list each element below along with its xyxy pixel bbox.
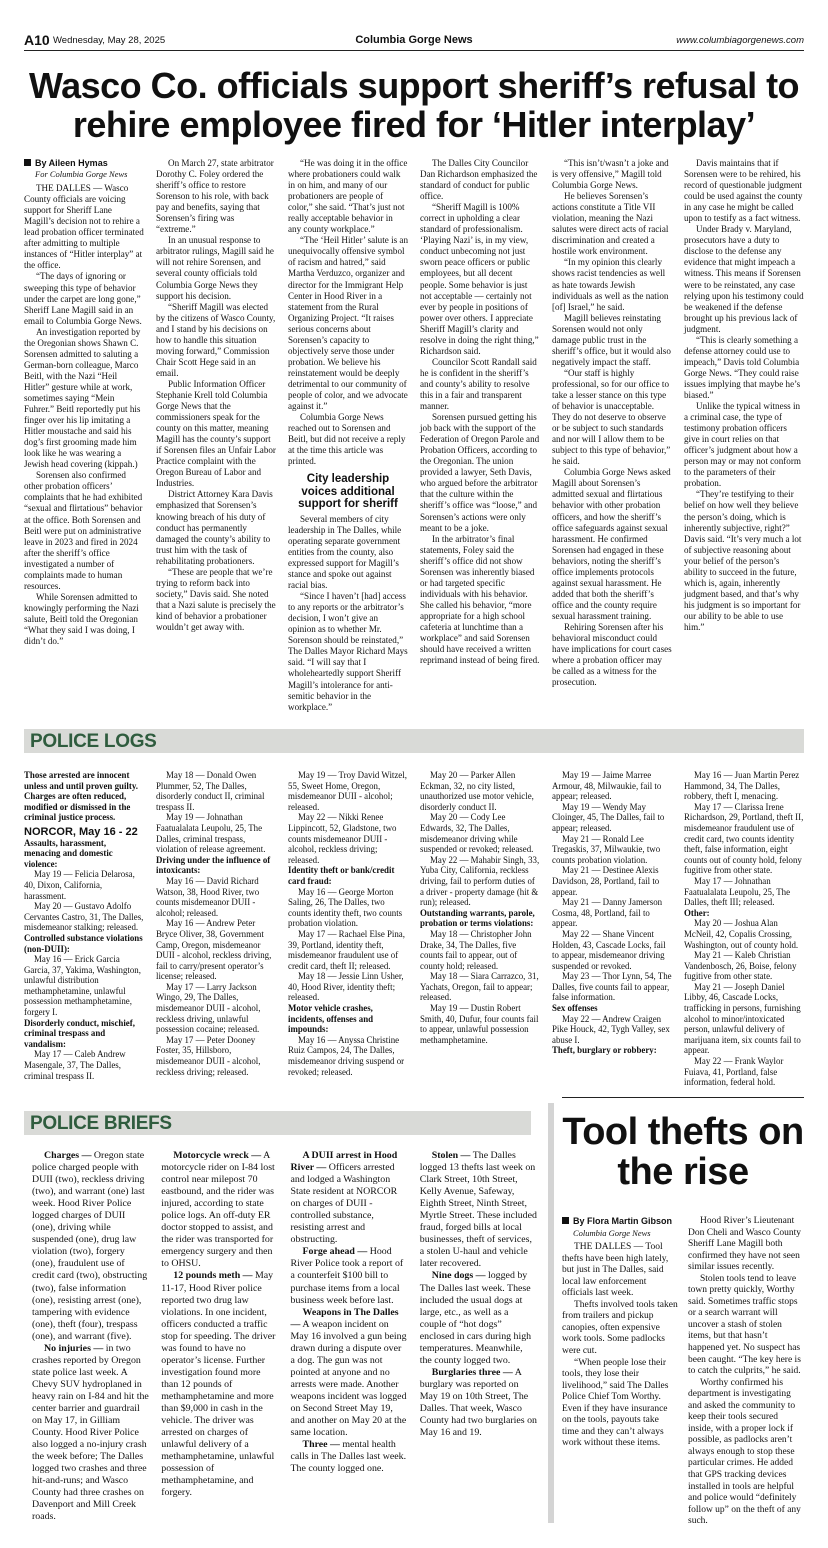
log-entry: May 17 — Rachael Else Pina, 39, Portland, identity theft, misdemeanor fraudulent use of credit card, theft II; released. xyxy=(288,928,405,971)
article-paragraph: “Since I haven’t [had] access to any reports or the arbitrator’s decision, I won’t give an opinion as to whether Mr. Sorenson should be reinstated,” The Dalles Mayor Richard Mays said. “I will say that I wholeheartedly support Sheriff Magill’s intolerance for anti-semitic behavior in the workplace.” xyxy=(288,591,408,712)
section-divider xyxy=(548,1103,554,1523)
article-paragraph: District Attorney Kara Davis emphasized that Sorensen’s knowing breach of his duty of conduct has permanently damaged the county’s ability to trust him with the task of rehabilitating probationers. xyxy=(156,489,273,566)
article-column-2 xyxy=(156,158,276,713)
article-paragraph: “The ‘Heil Hitler’ salute is an unequivocally offensive symbol of racism and hatred,” said Martha Verduzco, organizer and director for the Immigrant Help Center in Hood River in a statement from the Rural Organizing Project. “It raises serious concerns about Sorensen’s capacity to objectively serve those under probation. We believe his reinstatement would be deeply detrimental to our community of people of color, and we advocate against it.” xyxy=(288,235,408,412)
brief-text: A weapon incident on May 16 involved a gun being drawn during a dispute over a dog. The gun was not pointed at anyone and no arrests were made. Another weapons incident was logged on Second Street May 19, and another on May 20 at the same location. xyxy=(290,1318,407,1439)
logs-heading: Outstanding warrants, parole, probation or terms violations: xyxy=(420,907,535,929)
header-rule xyxy=(24,50,804,51)
log-entry: May 21 — Destinee Alexis Davidson, 28, Portland, fail to appear. xyxy=(552,865,660,897)
article-paragraph: “These are people that we’re trying to reform back into society,” Davis said. She noted that a Nazi salute is precisely the kind of behavior a probationer wouldn’t get away with. xyxy=(156,566,276,632)
logs-heading: Assaults, harassment, menacing and domestic violence: xyxy=(24,837,113,869)
brief-text: logged by The Dalles last week. These included the usual dogs at large, etc., as well as a couple of “hot dogs” enclosed in cars during high temperatures. Meanwhile, the county logged two. xyxy=(419,1270,532,1366)
article-paragraph: “The days of ignoring or sweeping this type of behavior under the carpet are long gone,” Sheriff Lane Magill said in an email to Columbia Gorge News. xyxy=(24,271,142,326)
article-column-3 xyxy=(288,158,408,713)
article-column-4 xyxy=(420,158,540,713)
brief-lead: Three — xyxy=(302,1439,340,1451)
logs-heading: Motor vehicle crashes, incidents, offenses and impounds: xyxy=(288,1003,374,1035)
article-paragraph: Several members of city leadership in The Dalles, while operating separate government entities from the county, also expressed support for Magill’s stance and spoke out against racial bias. xyxy=(288,513,402,591)
article-paragraph: Davis maintains that if Sorensen were to be rehired, his record of questionable judgment could be used against the county in any case he might be called upon to testify as a fact witness. xyxy=(684,158,803,224)
brief-text: Hood River Police took a report of a counterfeit $100 bill to purchase items from a local business week before last. xyxy=(290,1246,404,1306)
brief-text: Oregon state police charged people with DUII (two), reckless driving (two), and warrant (one) last week. Hood River Police logged charges of DUII (one), driving while suspended (one), drug law violation (two), forgery (one), fraudulent use of credit card (two), obstructing (two), false information (one), resisting arrest (one), tampering with evidence (one), theft (four), trespass (one), and warrant (five). xyxy=(32,1150,148,1342)
article-paragraph: While Sorensen admitted to knowingly performing the Nazi salute, Beitl told the Oregonian “What they said I was doing, I didn’t do.” xyxy=(24,591,139,647)
brief-lead: Motorcycle wreck — xyxy=(173,1150,262,1161)
log-entry: May 16 — Anyssa Christine Ruiz Campos, 24, The Dalles, misdemeanor driving suspend or revoked; released. xyxy=(288,1034,405,1077)
logs-column-6 xyxy=(684,770,804,1090)
article-paragraph: “Sheriff Magill is 100% correct in upholding a clear standard of professionalism. ‘Playing Nazi’ is, in my view, conduct unbecoming not just sworn peace officers or public employees, but all decent people. Some behavior is just not acceptable — certainly not ever by people in positions of power over others. I appreciate Sheriff Magill’s clarity and resolve in doing the right thing,” Richardson said. xyxy=(420,202,539,356)
log-entry: May 16 — Juan Martin Perez Hammond, 34, The Dalles, robbery, theft I, menacing. xyxy=(684,770,800,802)
article-column-6 xyxy=(684,158,804,713)
log-entry: May 20 — Parker Allen Eckman, 32, no city listed, unauthorized use motor vehicle, disorderly conduct II. xyxy=(420,770,534,812)
logs-column-1 xyxy=(24,770,144,1090)
brief-text: A burglary was reported on May 19 on 10th Street, The Dalles. That week, Wasco County had two burglaries on May 16 and 19. xyxy=(419,1366,537,1439)
tool-thefts-paragraph: Worthy confirmed his department is investigating and asked the community to keep their tools secured inside, with a proper lock if possible, as padlocks aren’t always enough to stop these particular crimes. He added that GPS tracking devices installed in tools are helpful and police would “definitely follow up” on the theft of any such. xyxy=(688,1377,801,1527)
logs-heading: Identity theft or bank/credit card fraud: xyxy=(288,865,395,886)
brief-text: The Dalles logged 13 thefts last week on Clark Street, 10th Street, Kelly Avenue, Safeway, Eighth Street, Ninth Street, Myrtle Street. These included fraud, forged bills at local businesses, theft of services, a stolen U-haul and vehicle later recovered. xyxy=(419,1150,537,1270)
brief-lead: No injuries — xyxy=(44,1342,104,1354)
page-number: A10 xyxy=(24,32,50,48)
log-entry: May 21 — Ronald Lee Tregaskis, 37, Milwaukie, two counts probation violation. xyxy=(552,833,661,865)
logs-heading: Controlled substance violations (non-DUII): xyxy=(24,932,143,954)
tool-thefts-paragraph: Thefts involved tools taken from trailers and pickup canopies, often expensive work tools. Some padlocks were cut. xyxy=(562,1299,678,1357)
log-entry: May 18 — Donald Owen Plummer, 52, The Dalles, disorderly conduct II, criminal trespass II. xyxy=(156,770,265,812)
log-entry: May 18 — Jessie Linn Usher, 40, Hood River, identity theft; released. xyxy=(288,971,404,1003)
brief-lead: Burglaries three — xyxy=(431,1366,513,1378)
brief-lead: Nine dogs — xyxy=(431,1270,486,1282)
log-entry: May 17 — Clarissa Irene Richardson, 29, Portland, theft II, misdemeanor fraudulent use of credit card, two counts identity theft, false information, eight counts out of county hold, felony fugitive from other state. xyxy=(684,801,804,876)
tool-thefts-rule xyxy=(562,1097,804,1098)
article-paragraph: Sorensen also confirmed other probation officers’ complaints that he had exhibited “sexual and flirtatious” behavior at the office. Both Sorensen and Beitl were put on administrative leave in 2023 and fired in 2024 after the sheriff’s office investigated a number of complaints made to human resources. xyxy=(24,470,143,591)
log-entry: May 20 — Gustavo Adolfo Cervantes Castro, 31, The Dalles, misdemeanor stalking; released. xyxy=(24,901,144,933)
article-paragraph: Magill believes reinstating Sorensen would not only damage public trust in the sheriff’s office, but it would also negatively impact the staff. xyxy=(552,312,671,367)
tool-thefts-byline xyxy=(562,1216,678,1228)
log-entry: May 16 — David Richard Watson, 38, Hood River, two counts misdemeanor DUII - alcohol; released. xyxy=(156,875,260,918)
police-logs-banner xyxy=(24,729,804,753)
brief-lead: Stolen — xyxy=(431,1150,471,1161)
logs-heading: Other: xyxy=(684,907,710,918)
byline-organization: For Columbia Gorge News xyxy=(35,169,128,180)
article-paragraph: The Dalles City Councilor Dan Richardson emphasized the standard of conduct for public office. xyxy=(420,158,538,202)
police-briefs-body xyxy=(32,1150,537,1530)
brief-lead: Weapons in The Dalles — xyxy=(290,1306,399,1330)
log-entry: May 23 — Thor Lynn, 54, The Dalles, five counts fail to appear, false information. xyxy=(552,971,672,1003)
log-entry: May 19 — Johnathan Faatualalata Leupolu, 25, The Dalles, criminal trespass, violation of release agreement. xyxy=(156,812,266,855)
logs-column-2 xyxy=(156,770,276,1090)
log-entry: May 21 — Kaleb Christian Vandenbosch, 26, Boise, felony fugitive from other state. xyxy=(684,950,797,982)
article-paragraph: “In my opinion this clearly shows racist tendencies as well as hate towards Jewish individuals as well as the nation [of] Israel,” he said. xyxy=(552,257,669,312)
logs-disclaimer: Those arrested are innocent unless and until proven guilty. Charges are often reduced, modified or dismissed in the criminal justice process. xyxy=(24,770,139,823)
article-column-5 xyxy=(552,158,672,713)
byline-bullet-icon xyxy=(24,159,31,166)
article-paragraph: Under Brady v. Maryland, prosecutors have a duty to disclose to the defense any evidence that might impeach a witness. This means if Sorensen were to be reinstated, any case relying upon his testimony could be weakened if the defense brought up his previous lack of judgment. xyxy=(684,224,804,334)
article-paragraph: An investigation reported by the Oregonian shows Shawn C. Sorensen admitted to saluting a German-born colleague, Marco Beitl, with the Nazi “Heil Hitler” gesture while at work, sometimes saying “Mein Fuhrer.” Beitl reportedly put his finger over his lip imitating a Hitler moustache and said his dog’s first grooming made him look like he was wearing a Jewish head covering (kippah.) xyxy=(24,326,141,470)
article-paragraph: “This is clearly something a defense attorney could use to impeach,” Davis told Columbia Gorge News. “They could raise issues implying that maybe he’s biased.” xyxy=(684,334,801,400)
police-briefs-banner xyxy=(24,1111,531,1135)
article-paragraph: “Sheriff Magill was elected by the citizens of Wasco County, and I stand by his decisions on how to handle this situation moving forward,” Commission Chair Scott Hege said in an email. xyxy=(156,301,276,378)
briefs-column-4 xyxy=(420,1150,537,1530)
article-paragraph: “This isn’t/wasn’t a joke and is very offensive,” Magill told Columbia Gorge News. xyxy=(552,158,669,191)
logs-heading: Theft, burglary or robbery: xyxy=(552,1045,657,1056)
log-entry: May 18 — Christopher John Drake, 34, The Dalles, five counts fail to appear, out of county hold; released. xyxy=(420,928,532,971)
briefs-column-1 xyxy=(32,1150,149,1530)
logs-column-5 xyxy=(552,770,672,1090)
byline-author: By Aileen Hymas xyxy=(35,158,108,168)
log-entry: May 22 — Mahabir Singh, 33, Yuba City, California, reckless driving, fail to perform duties of a driver - property damage (hit & run); released. xyxy=(420,854,540,908)
log-entry: May 17 — Caleb Andrew Masengale, 37, The Dalles, criminal trespass II. xyxy=(24,1049,126,1081)
log-entry: May 22 — Andrew Craigen Pike Houck, 42, Tygh Valley, sex abuse I. xyxy=(552,1013,670,1045)
log-entry: May 17 — Larry Jackson Wingo, 29, The Dalles, misdemeanor DUII - alcohol, reckless driving, unlawful possession cocaine; released. xyxy=(156,981,261,1035)
article-paragraph: Columbia Gorge News asked Magill about Sorensen’s admitted sexual and flirtatious behavior with other probation officers, and how the sheriff’s office safeguards against sexual harassment. He confirmed Sorensen had engaged in these behaviors, noting the sheriff’s office implements protocols against sexual harassment. He added that both the sheriff’s office and the county require sexual harassment training. xyxy=(552,467,671,621)
brief-lead: 12 pounds meth — xyxy=(173,1270,253,1282)
log-entry: May 19 — Troy David Witzel, 55, Sweet Home, Oregon, misdemeanor DUII - alcohol; released. xyxy=(288,770,407,812)
tool-thefts-column-2 xyxy=(688,1216,804,1528)
article-paragraph: On March 27, state arbitrator Dorothy C. Foley ordered the sheriff’s office to restore Sorenson to his role, with back pay and benefits, saying that Sorensen’s firing was “extreme.” xyxy=(156,158,274,235)
log-entry: May 16 — George Morton Saling, 26, The Dalles, two counts identity theft, two counts probation violation. xyxy=(288,886,403,929)
article-paragraph: Public Information Officer Stephanie Krell told Columbia Gorge News that the commissioners speak for the county on this matter, meaning Magill has the county’s support if Sorensen files an Unfair Labor Practice complaint with the Oregon Bureau of Labor and Industries. xyxy=(156,378,276,489)
briefs-column-2 xyxy=(161,1150,278,1530)
article-paragraph: Unlike the typical witness in a criminal case, the type of testimony probation officers give in court relies on that officer’s judgment about how a person may or may not conform to the parameters of their probation. xyxy=(684,401,801,489)
log-entry: May 17 — Peter Dooney Foster, 35, Hillsboro, misdemeanor DUII - alcohol, reckless driving; released. xyxy=(156,1034,261,1077)
log-entry: May 22 — Frank Waylor Fuiava, 41, Portland, false information, federal hold. xyxy=(684,1056,784,1088)
log-entry: May 16 — Andrew Peter Bryce Oliver, 38, Government Camp, Oregon, misdemeanor DUII - alcohol, reckless driving, fail to carry/present operator’s license; released. xyxy=(156,918,272,982)
log-entry: May 22 — Nikki Renee Lippincott, 52, Gladstone, two counts misdemeanor DUII - alcohol, reckless driving; released. xyxy=(288,812,397,865)
article-body xyxy=(24,158,804,713)
article-subhead: City leadership voices additional support for sheriff xyxy=(298,473,398,511)
brief-text: May 11-17, Hood River police reported two drug law violations. In one incident, officers conducted a traffic stop for speeding. The driver was found to have no operator’s license. Further investigation found more than 12 pounds of methamphetamine and more than $9,000 in cash in the vehicle. The driver was arrested on charges of unlawful delivery of a methamphetamine, unlawful possession of methamphetamine, and forgery. xyxy=(161,1270,276,1499)
log-entry: May 21 — Joseph Daniel Libby, 46, Cascade Locks, trafficking in persons, furnishing alcohol to minor/intoxicated person, unlawful delivery of marijuana item, six counts fail to appear. xyxy=(684,981,801,1056)
log-entry: May 17 — Johnathan Faatualalata Leupolu, 25, The Dalles, theft III; released. xyxy=(684,875,791,908)
log-entry: May 20 — Joshua Alan McNeil, 42, Copalis Crossing, Washington, out of county hold. xyxy=(684,918,799,950)
log-entry: May 18 — Siara Carrazco, 31, Yachats, Oregon, fail to appear; released. xyxy=(420,971,539,1003)
publication-name: Columbia Gorge News xyxy=(355,34,473,46)
log-entry: May 20 — Cody Lee Edwards, 32, The Dalles, misdemeanor driving while suspended or revoked; released. xyxy=(420,812,534,855)
brief-text: mental health calls in The Dalles last week. The county logged one. xyxy=(290,1439,407,1475)
tool-thefts-paragraph: THE DALLES — Tool thefts have been high lately, but just in The Dalles, said local law enforcement officials last week. xyxy=(562,1242,669,1299)
article-paragraph: In the arbitrator’s final statements, Foley said the sheriff’s office did not show Sorensen was inherently biased or had targeted specific individuals with his behavior. She called his behavior, “more appropriate for a high school cafeteria at lunchtime than a workplace” and said Sorensen should have received a written reprimand instead of being fired. xyxy=(420,533,540,666)
logs-heading: Sex offenses xyxy=(552,1003,598,1014)
tool-thefts-headline: Tool thefts on the rise xyxy=(562,1111,804,1193)
brief-lead: Forge ahead — xyxy=(302,1246,368,1258)
log-entry: May 19 — Felicia Delarosa, 40, Dixon, California, harassment. xyxy=(24,869,135,901)
article-paragraph: Columbia Gorge News reached out to Sorensen and Beitl, but did not receive a reply at the time this article was printed. xyxy=(288,412,406,467)
brief-lead: Charges — xyxy=(44,1150,92,1161)
tool-thefts-body xyxy=(562,1216,804,1528)
article-paragraph: THE DALLES — Wasco County officials are voicing support for Sheriff Lane Magill’s decision not to rehire a lead probation officer terminated after admitting to multiple instances of “Hitler interplay” at the office. xyxy=(24,183,144,271)
article-paragraph: “They’re testifying to their belief on how well they believe the person’s doing, which is inherently subjective, right?” Davis said. “It’s very much a lot of subjective reasoning about your belief of the person’s ability to succeed in the future, which is, again, inherently judgment based, and that’s why his judgment is so important for our ability to be able to use him.” xyxy=(684,489,802,632)
article-paragraph: Councilor Scott Randall said he is confident in the sheriff’s and county’s ability to resolve this in a fair and transparent manner. xyxy=(420,356,537,412)
log-entry: May 21 — Danny Jamerson Cosma, 48, Portland, fail to appear. xyxy=(552,897,663,929)
logs-section-title: NORCOR, May 16 - 22 xyxy=(24,825,138,838)
brief-text: A motorcycle rider on I-84 lost control near milepost 70 eastbound, and the rider was injured, according to state police logs. An off-duty ER doctor stopped to assist, and the rider was transported for emergency surgery and then to OHSU. xyxy=(161,1150,275,1270)
article-headline: Wasco Co. officials support sheriff’s refusal to rehire employee fired for ‘Hitler interplay’ xyxy=(28,65,800,145)
logs-heading: Driving under the influence of intoxicants: xyxy=(156,854,271,876)
article-paragraph: In an unusual response to arbitrator rulings, Magill said he will not rehire Sorensen, and several county officials told Columbia Gorge News they support his decision. xyxy=(156,235,274,301)
website-url[interactable]: www.columbiagorgenews.com xyxy=(676,35,804,46)
log-entry: May 22 — Shane Vincent Holden, 43, Cascade Locks, fail to appear, misdemeanor driving suspended or revoked. xyxy=(552,928,666,971)
logs-column-3 xyxy=(288,770,408,1090)
article-column-1 xyxy=(24,158,144,713)
tool-thefts-paragraph: “When people lose their tools, they lose their livelihood,” said The Dalles Police Chief Tom Worthy. Even if they have insurance on the tools, payouts take time and they can’t always work without these items. xyxy=(562,1357,669,1449)
police-briefs-title: POLICE BRIEFS xyxy=(30,1113,172,1134)
logs-heading: Disorderly conduct, mischief, criminal trespass and vandalism: xyxy=(24,1017,135,1049)
tool-thefts-author: By Flora Martin Gibson xyxy=(573,1216,673,1226)
article-paragraph: Rehiring Sorensen after his behavioral misconduct could have implications for court cases where a probation officer may be called as a witness for the prosecution. xyxy=(552,621,672,688)
byline xyxy=(24,158,144,169)
log-entry: May 19 — Jaime Marree Armour, 48, Milwaukie, fail to appear; released. xyxy=(552,770,662,802)
article-paragraph: “He was doing it in the office where probationers could walk in on him, and many of our probationers are people of color,” she said. “That’s just not really acceptable behavior in any county workplace.” xyxy=(288,158,408,235)
log-entry: May 19 — Wendy May Cloinger, 45, The Dalles, fail to appear; released. xyxy=(552,801,665,833)
police-logs-title: POLICE LOGS xyxy=(30,731,157,752)
log-entry: May 19 — Dustin Robert Smith, 40, Dufur, four counts fail to appear, unlawful possession methamphetamine. xyxy=(420,1003,539,1045)
article-paragraph: Sorensen pursued getting his job back with the support of the Federation of Oregon Parole and Probation Officers, according to the Oregonian. The union provided a lawyer, Seth Davis, who argued before the arbitrator that the culture within the sheriff’s office was “loose,” and Sorensen’s actions were only meant to be a joke. xyxy=(420,412,540,533)
issue-date: Wednesday, May 28, 2025 xyxy=(53,35,166,46)
article-paragraph: “Our staff is highly professional, so for our office to take a lesser stance on this type of behavior is unacceptable. They do not deserve to observe or be subject to such standards and nor will I allow them to be subject to this type of behavior,” he said. xyxy=(552,367,671,467)
log-entry: May 16 — Erick Garcia Garcia, 37, Yakima, Washington, unlawful distribution methamphetamine, unlawful possession methamphetamine, forgery I. xyxy=(24,954,141,1018)
brief-text: in two crashes reported by Oregon state police last week. A Chevy SUV hydroplaned in heavy rain on I-84 and hit the center barrier and guardrail on May 17, in Gilliam County. Hood River Police also logged a no-injury crash the week before; The Dalles logged two crashes and three hit-and-runs; and Wasco County had three crashes on Davenport and Mill Creek roads. xyxy=(32,1342,149,1523)
tool-thefts-organization: Columbia Gorge News xyxy=(573,1227,651,1238)
logs-column-4 xyxy=(420,770,540,1090)
tool-thefts-paragraph: Hood River’s Lieutenant Don Cheli and Wasco County Sheriff Lane Magill both confirmed they have not seen similar issues recently. xyxy=(688,1216,802,1273)
masthead xyxy=(24,32,804,50)
tool-thefts-column-1 xyxy=(562,1216,678,1528)
police-logs-body xyxy=(24,770,804,1090)
byline-bullet-icon xyxy=(562,1217,569,1224)
briefs-column-3 xyxy=(291,1150,408,1530)
article-paragraph: He believes Sorensen’s actions constitute a Title VII violation, meaning the Nazi salutes were direct acts of racial discrimination and created a hostile work environment. xyxy=(552,191,669,257)
brief-text: Officers arrested and lodged a Washington State resident at NORCOR on charges of DUII - controlled substance, resisting arrest and obstructing. xyxy=(290,1162,398,1246)
tool-thefts-paragraph: Stolen tools tend to leave town pretty quickly, Worthy said. Sometimes traffic stops or a search warrant will uncover a stash of stolen items, but that hasn’t happened yet. No suspect has been caught. “The key here is to catch the culprits,” he said. xyxy=(688,1273,801,1377)
brief-lead: A DUII arrest in Hood River — xyxy=(290,1150,398,1174)
